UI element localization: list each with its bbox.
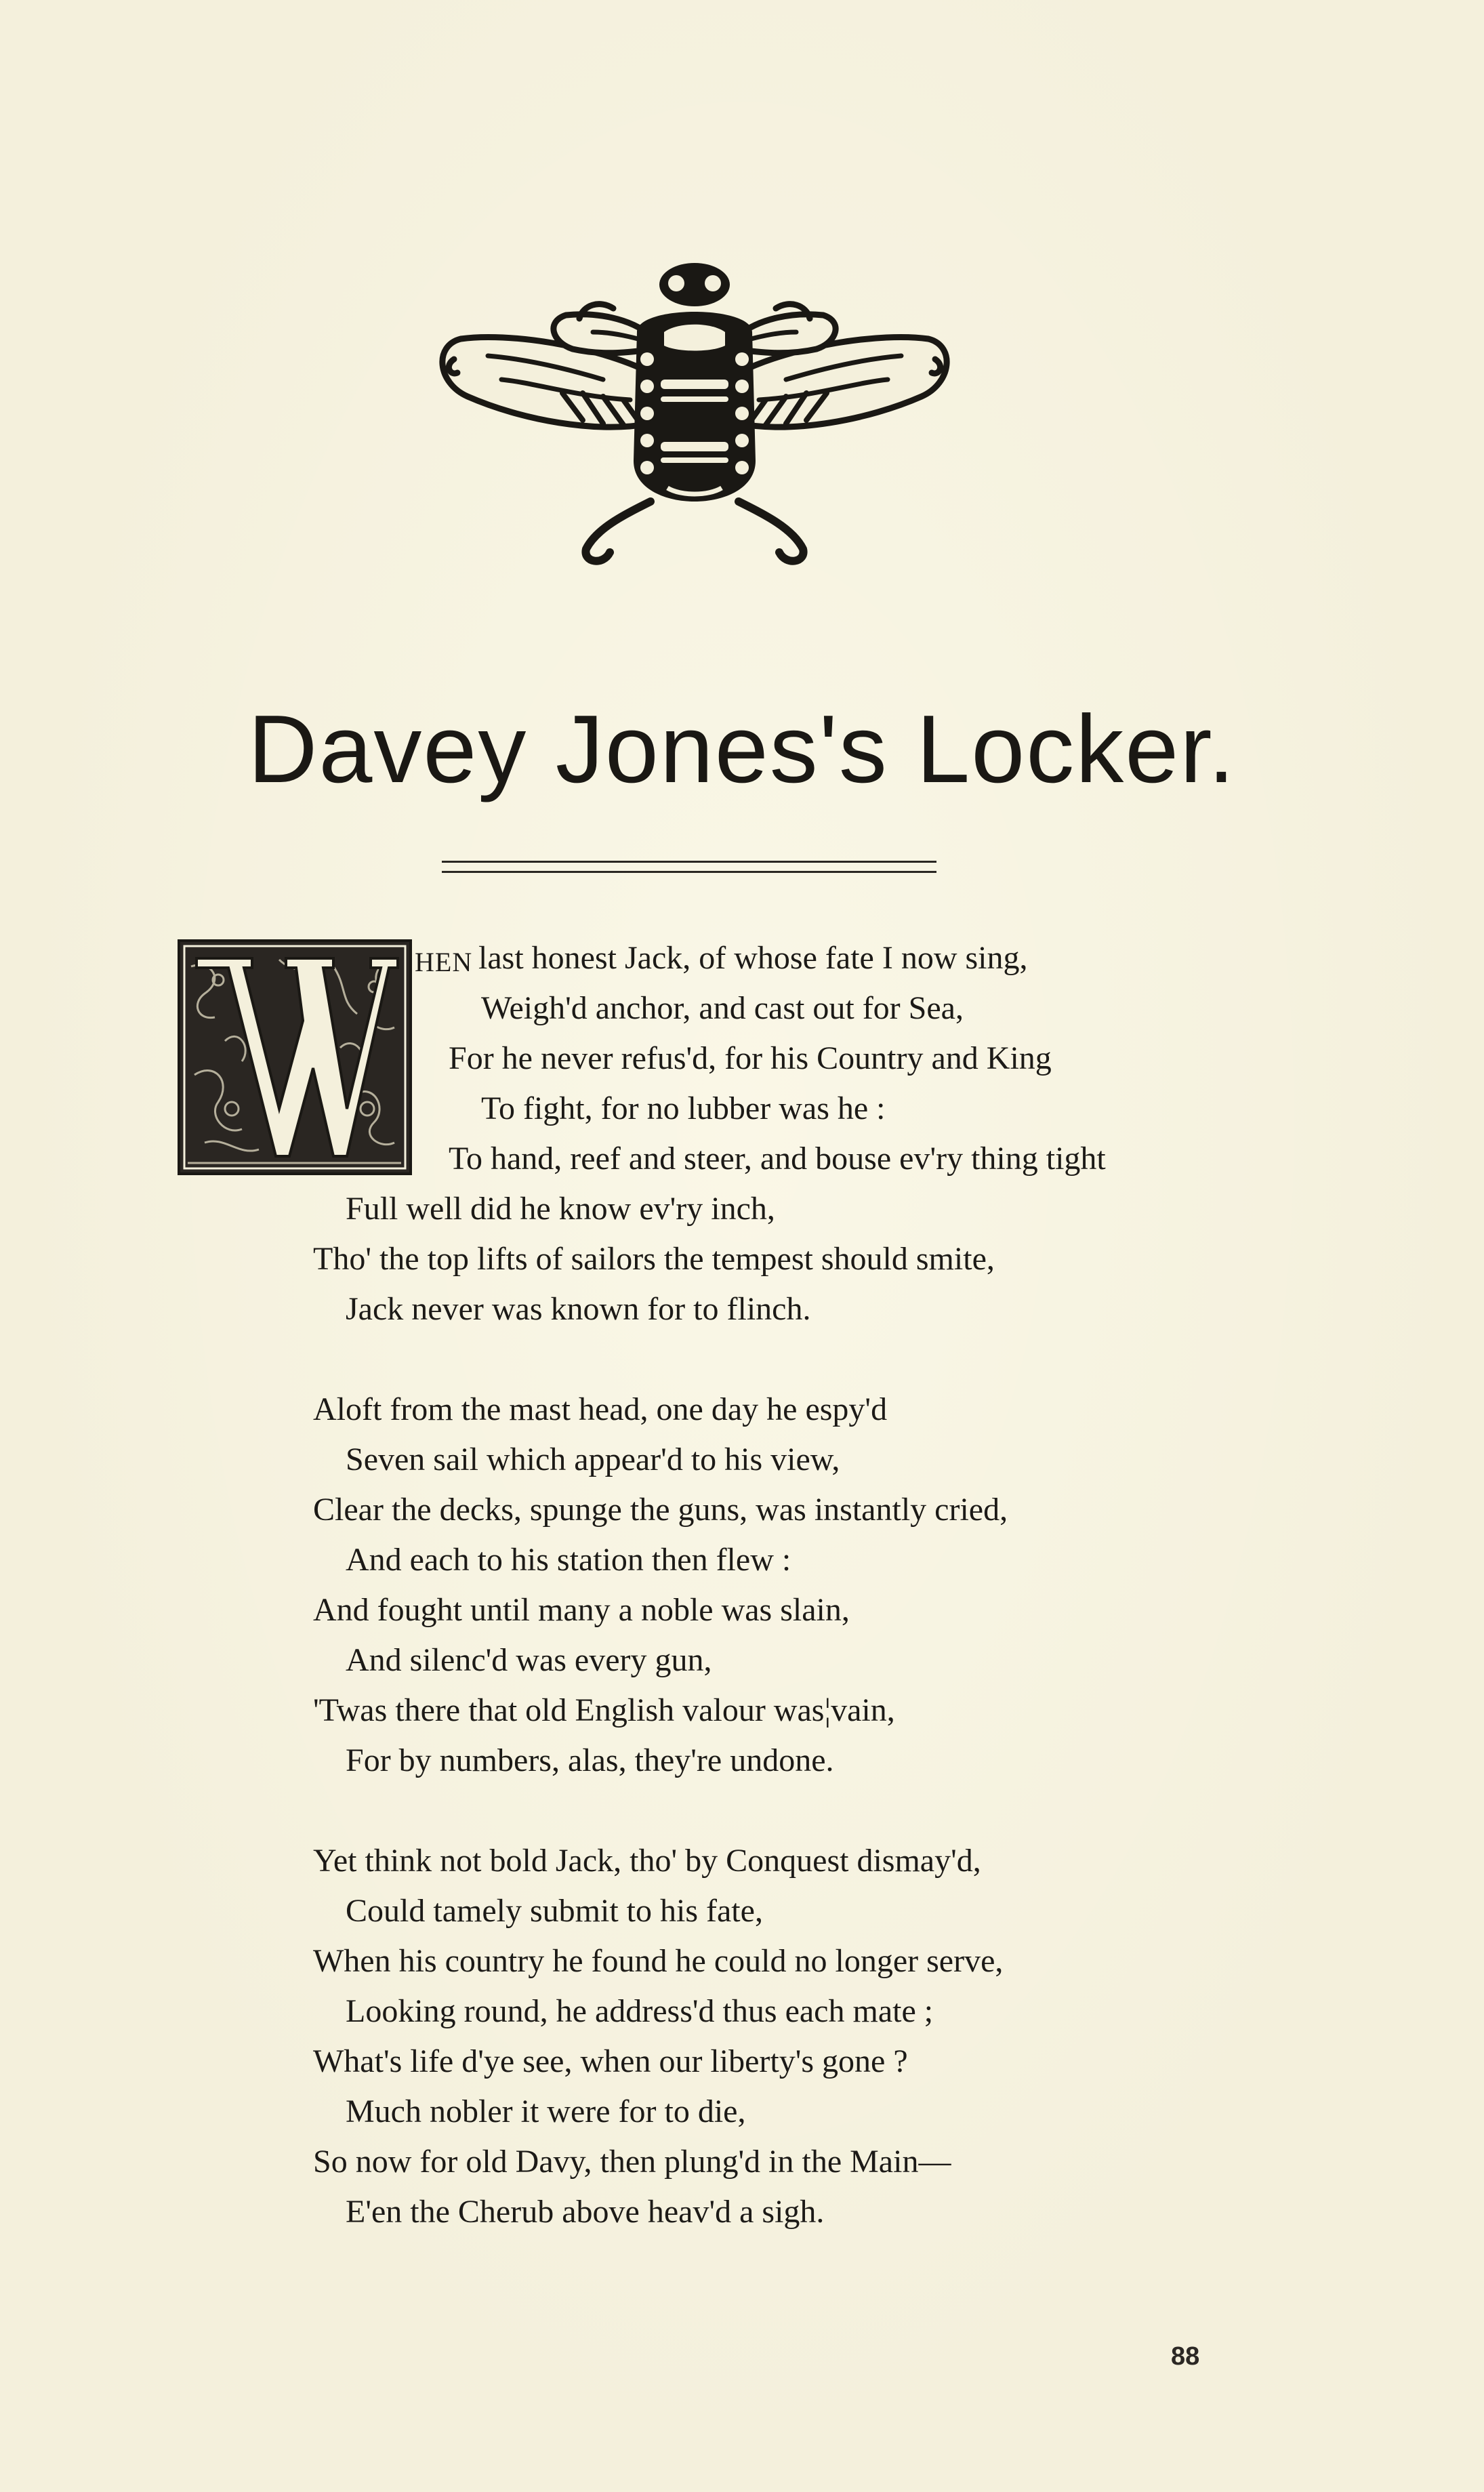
stanza-1-line-1: last honest Jack, of whose fate I now sing, xyxy=(478,940,1028,976)
stanza-1-line-6: Full well did he know ev'ry inch, xyxy=(346,1191,775,1227)
title-double-rule xyxy=(442,861,936,873)
stanza-2-line-7: 'Twas there that old English valour was¦vain, xyxy=(313,1692,895,1728)
poem-title: Davey Jones's Locker. xyxy=(247,695,1237,803)
stanza-1-line-2: Weigh'd anchor, and cast out for Sea, xyxy=(481,990,964,1026)
stanza-2-line-8: For by numbers, alas, they're undone. xyxy=(346,1742,834,1778)
stanza-1-line-5: To hand, reef and steer, and bouse ev'ry thing tight xyxy=(449,1141,1106,1177)
stanza-1-line-7: Tho' the top lifts of sailors the tempest should smite, xyxy=(313,1241,995,1277)
stanza-2-line-3: Clear the decks, spunge the guns, was instantly cried, xyxy=(313,1492,1008,1528)
stanza-3-line-6: Much nobler it were for to die, xyxy=(346,2093,746,2129)
stanza-2-line-2: Seven sail which appear'd to his view, xyxy=(346,1442,840,1477)
stanza-3-line-8: E'en the Cherub above heav'd a sigh. xyxy=(346,2194,825,2230)
illuminated-drop-cap-icon xyxy=(178,939,412,1175)
stanza-2-line-6: And silenc'd was every gun, xyxy=(346,1642,712,1678)
first-line-small-caps: HEN xyxy=(415,947,473,977)
stanza-3-line-5: What's life d'ye see, when our liberty's gone ? xyxy=(313,2043,908,2079)
stanza-1-line-3: For he never refus'd, for his Country and King xyxy=(449,1040,1052,1076)
stanza-3-line-3: When his country he found he could no longer serve, xyxy=(313,1943,1004,1979)
stanza-3-line-1: Yet think not bold Jack, tho' by Conquest dismay'd, xyxy=(313,1843,981,1879)
page-number: 88 xyxy=(1171,2342,1200,2371)
stanza-1-line-4: To fight, for no lubber was he : xyxy=(481,1090,886,1126)
stanza-1-line-8: Jack never was known for to flinch. xyxy=(346,1291,811,1327)
stanza-2-line-4: And each to his station then flew : xyxy=(346,1542,791,1578)
stanza-2-line-1: Aloft from the mast head, one day he espy'd xyxy=(313,1391,888,1427)
stanza-2-line-5: And fought until many a noble was slain, xyxy=(313,1592,850,1628)
stanza-3-line-7: So now for old Davy, then plung'd in the Main— xyxy=(313,2144,951,2180)
bee-ornament-icon xyxy=(427,258,962,569)
stanza-3-line-4: Looking round, he address'd thus each mate ; xyxy=(346,1993,934,2029)
stanza-3-line-2: Could tamely submit to his fate, xyxy=(346,1893,763,1929)
